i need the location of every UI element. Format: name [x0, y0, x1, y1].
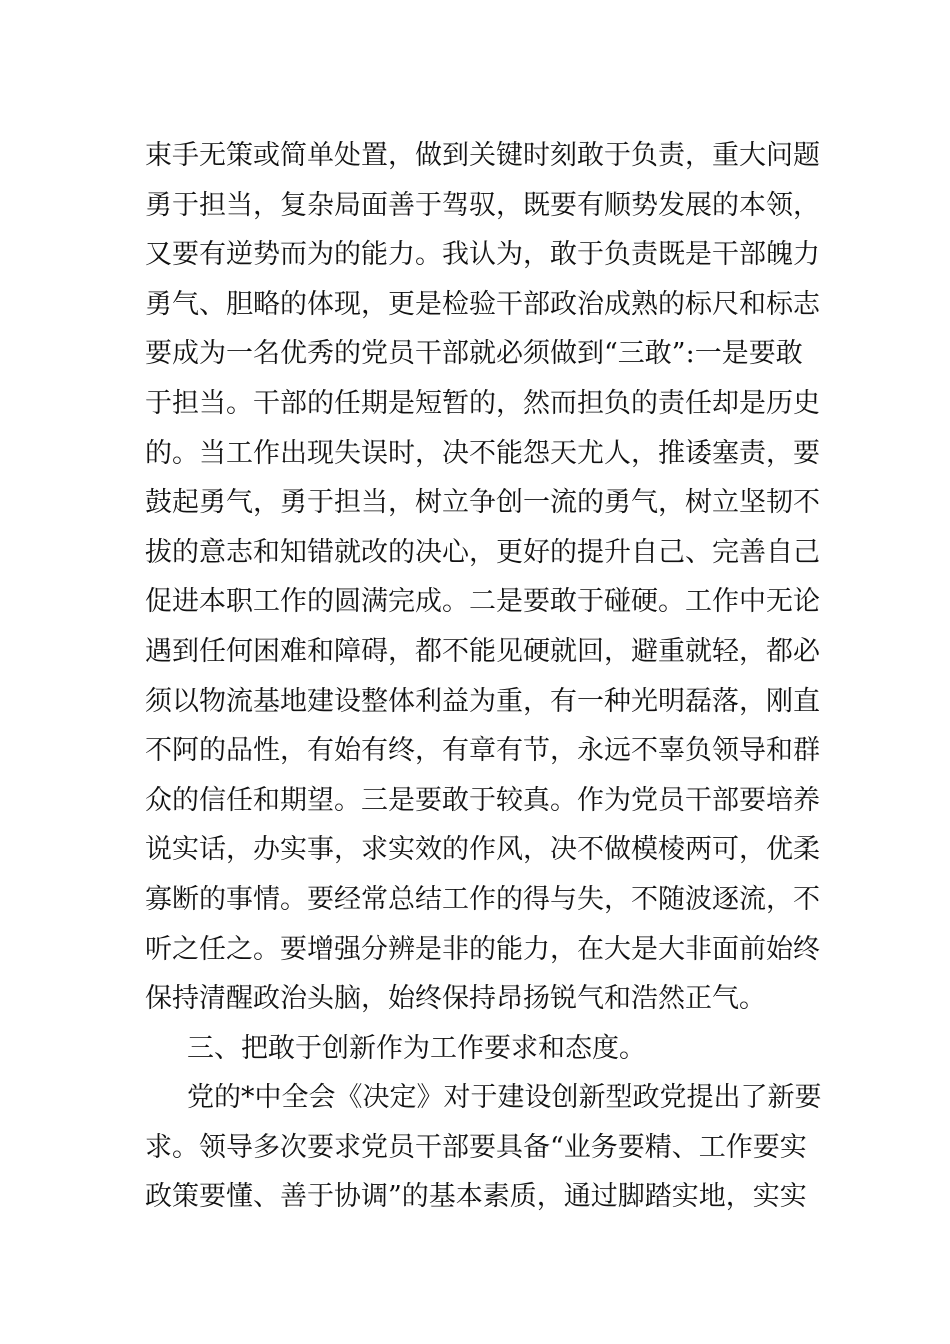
- text-line: 说实话，办实事，求实效的作风，决不做模棱两可，优柔: [145, 834, 820, 866]
- text-line: 政策要懂、善于协调”的基本素质，通过脚踏实地，实实: [145, 1181, 807, 1213]
- text-line: 要成为一名优秀的党员干部就必须做到“三敢”:一是要敢: [145, 338, 803, 370]
- text-line: 于担当。干部的任期是短暂的，然而担负的责任却是历史: [145, 387, 820, 419]
- section-heading: 三、把敢于创新作为工作要求和态度。: [187, 1032, 646, 1064]
- text-line: 听之任之。要增强分辨是非的能力，在大是大非面前始终: [145, 933, 820, 965]
- text-line: 的。当工作出现失误时，决不能怨天尤人，推诿塞责，要: [145, 437, 820, 469]
- text-line: 须以物流基地建设整体利益为重，有一种光明磊落，刚直: [145, 685, 820, 717]
- text-line: 遇到任何困难和障碍，都不能见硬就回，避重就轻，都必: [145, 635, 820, 667]
- text-line: 党的*中全会《决定》对于建设创新型政党提出了新要: [187, 1082, 822, 1114]
- text-line: 鼓起勇气，勇于担当，树立争创一流的勇气，树立坚韧不: [145, 487, 820, 519]
- text-line: 束手无策或简单处置，做到关键时刻敢于负责，重大问题: [145, 140, 820, 171]
- text-line: 又要有逆势而为的能力。我认为，敢于负责既是干部魄力: [145, 239, 820, 271]
- text-line: 促进本职工作的圆满完成。二是要敢于碰硬。工作中无论: [145, 586, 820, 618]
- document-body: [145, 131, 825, 1222]
- text-line: 众的信任和期望。三是要敢于较真。作为党员干部要培养: [145, 784, 820, 816]
- text-line: 保持清醒政治头脑，始终保持昂扬锐气和浩然正气。: [145, 983, 766, 1015]
- text-line: 不阿的品性，有始有终，有章有节，永远不辜负领导和群: [145, 735, 820, 767]
- text-line: 寡断的事情。要经常总结工作的得与失，不随波逐流，不: [145, 883, 820, 915]
- text-line: 勇于担当，复杂局面善于驾驭，既要有顺势发展的本领，: [145, 189, 820, 221]
- text-line: 求。领导多次要求党员干部要具备“业务要精、工作要实: [145, 1131, 807, 1163]
- text-line: 勇气、胆略的体现，更是检验干部政治成熟的标尺和标志: [145, 288, 820, 320]
- text-line: 拔的意志和知错就改的决心，更好的提升自己、完善自己: [145, 536, 820, 568]
